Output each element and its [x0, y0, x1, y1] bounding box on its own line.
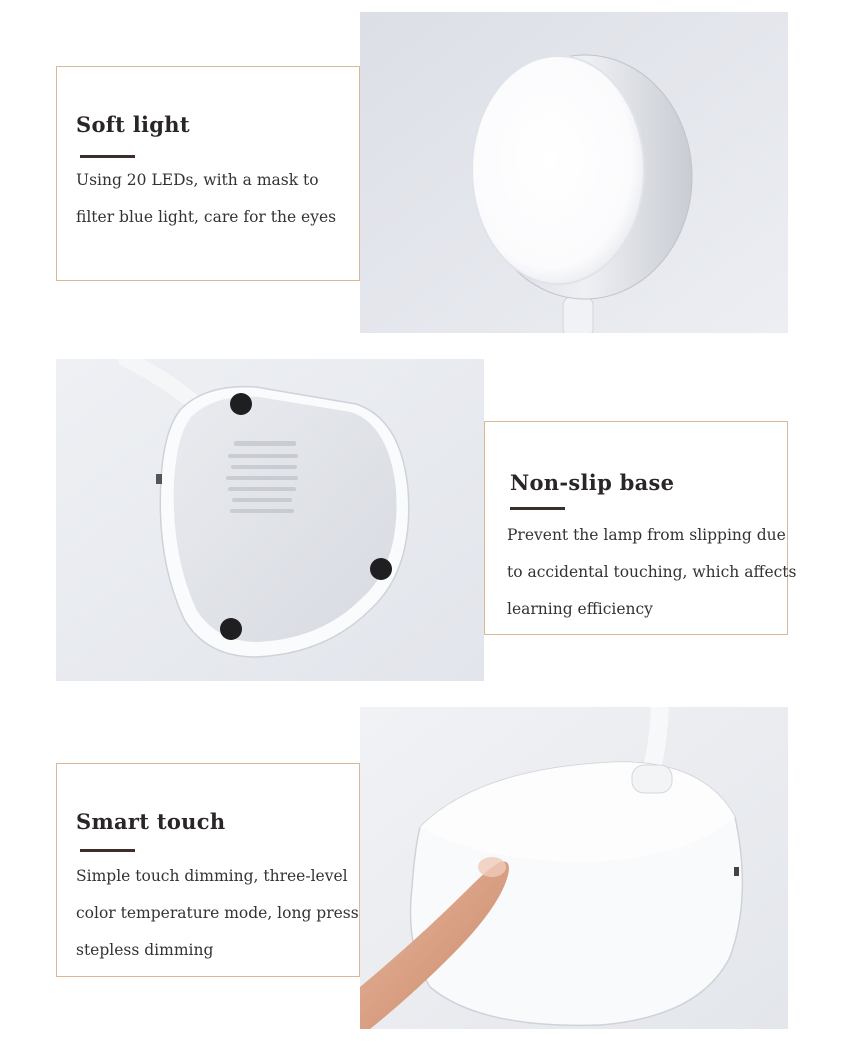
feature-title: Non-slip base — [510, 470, 675, 495]
feature-section-non-slip-base — [0, 345, 850, 690]
feature-section-smart-touch — [0, 690, 850, 1042]
feature-description-line: filter blue light, care for the eyes — [76, 208, 337, 226]
feature-description-line: color temperature mode, long press — [76, 904, 359, 922]
feature-title: Smart touch — [76, 809, 226, 834]
lamp-head-photo — [360, 12, 788, 333]
feature-text-box — [56, 763, 360, 977]
feature-text-box — [484, 421, 797, 635]
title-underline — [510, 507, 565, 510]
feature-title: Soft light — [76, 112, 190, 137]
feature-description-line: Using 20 LEDs, with a mask to — [76, 171, 319, 189]
feature-description-line: Prevent the lamp from slipping due — [507, 526, 786, 544]
touch-base-photo — [360, 707, 788, 1029]
feature-description-line: learning efficiency — [507, 600, 653, 618]
title-underline — [80, 155, 135, 158]
feature-description-line: to accidental touching, which affects — [507, 563, 797, 581]
title-underline — [80, 849, 135, 852]
feature-description-line: Simple touch dimming, three-level — [76, 867, 348, 885]
lamp-base-bottom-photo — [56, 359, 484, 681]
feature-section-soft-light — [0, 0, 850, 345]
feature-text-box — [56, 66, 360, 281]
feature-description-line: stepless dimming — [76, 941, 214, 959]
